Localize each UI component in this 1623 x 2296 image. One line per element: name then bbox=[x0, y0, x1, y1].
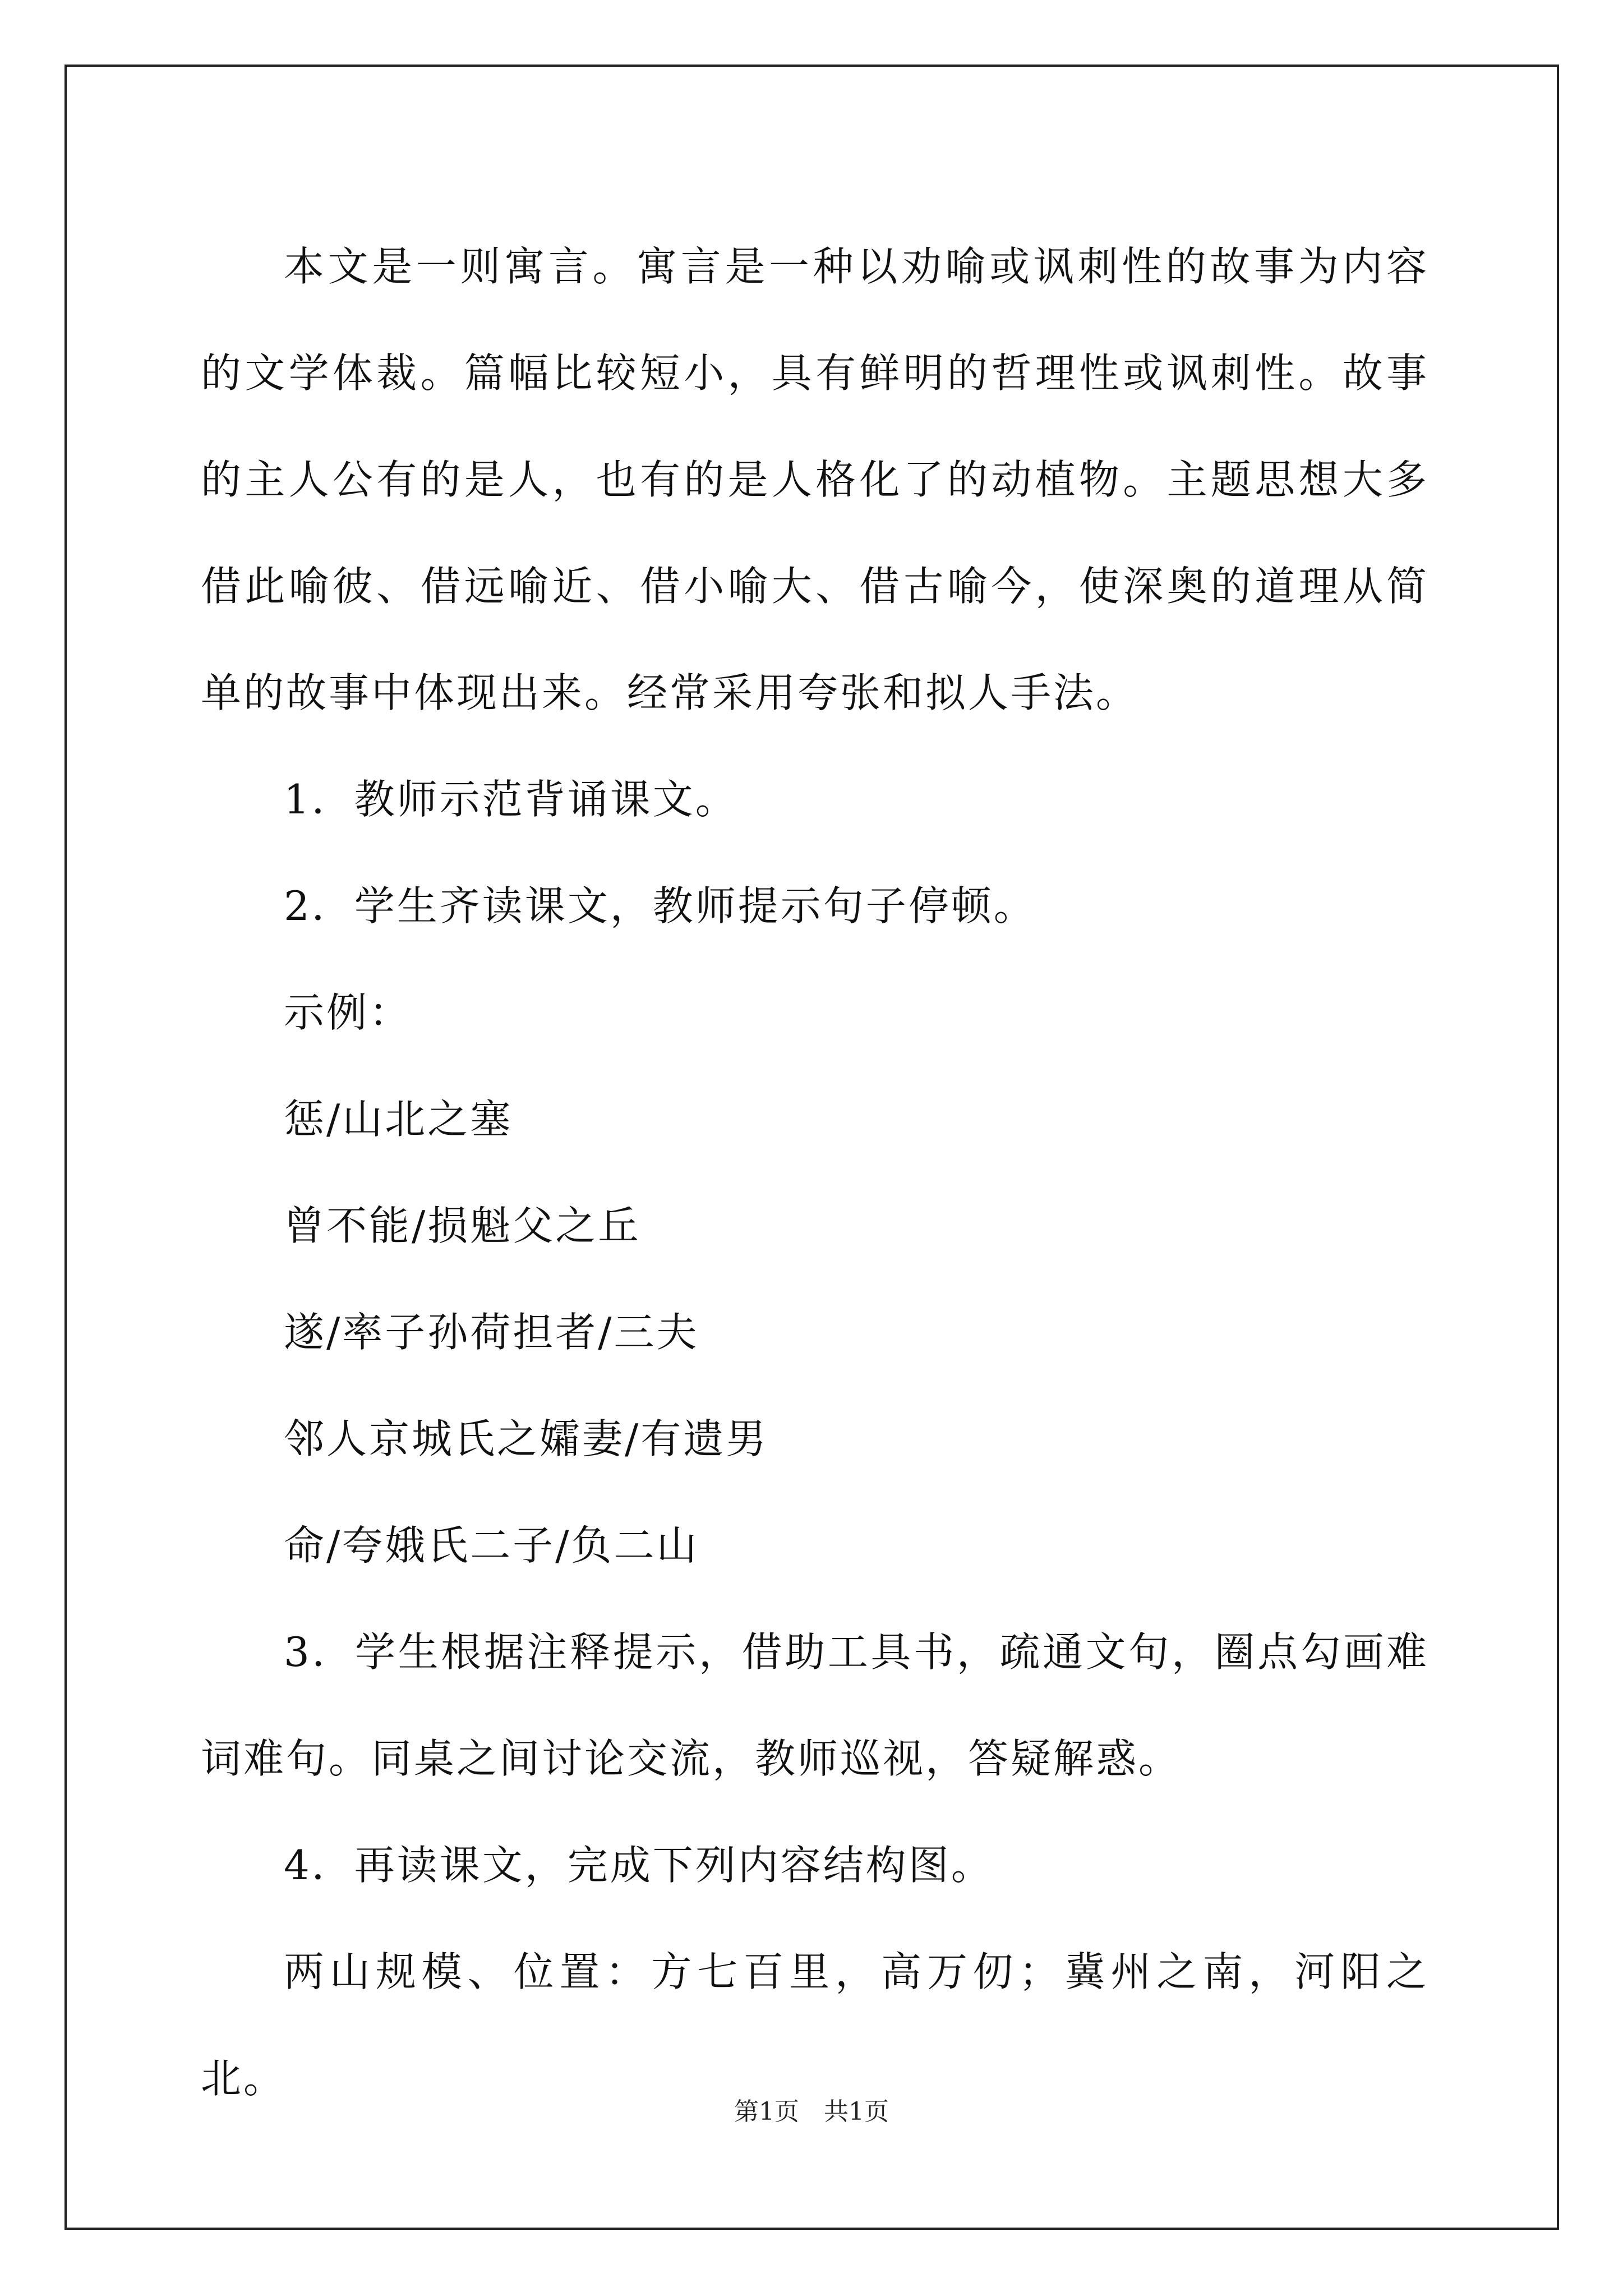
page-number-footer: 第1页 共1页 bbox=[734, 2097, 889, 2126]
paragraph-example-line: 惩/山北之塞 bbox=[284, 1096, 513, 1143]
paragraph-example-line: 遂/率子孙荷担者/三夫 bbox=[284, 1309, 699, 1356]
paragraph-example-line: 曾不能/损魁父之丘 bbox=[284, 1202, 641, 1249]
paragraph-example-label: 示例： bbox=[284, 989, 412, 1036]
paragraph-step-1: 1．教师示范背诵课文。 bbox=[284, 776, 738, 823]
document-body bbox=[201, 213, 1429, 2132]
paragraph-example-line: 邻人京城氏之孀妻/有遗男 bbox=[284, 1415, 769, 1462]
paragraph-step-2: 2．学生齐读课文，教师提示句子停顿。 bbox=[284, 882, 1036, 930]
paragraph-step-4: 4．再读课文，完成下列内容结构图。 bbox=[284, 1842, 994, 1889]
paragraph-intro: 本文是一则寓言。寓言是一种以劝喻或讽刺性的故事为内容的文学体裁。篇幅比较短小，具有鲜明的哲理性或讽刺性。故事的主人公有的是人，也有的是人格化了的动植物。主题思想大多借此喻彼、借远喻近、借小喻大、借古喻今，使深奥的道理从简单的故事中体现出来。经常采用夸张和拟人手法。 bbox=[201, 243, 1429, 716]
paragraph-example-line: 命/夸娥氏二子/负二山 bbox=[284, 1522, 699, 1569]
paragraph-step-3: 3．学生根据注释提示，借助工具书，疏通文句，圈点勾画难词难句。同桌之间讨论交流，教师巡视，答疑解惑。 bbox=[201, 1628, 1429, 1782]
paragraph-mountain-info: 两山规模、位置：方七百里，高万仞；冀州之南，河阳之北。 bbox=[201, 1948, 1429, 2102]
